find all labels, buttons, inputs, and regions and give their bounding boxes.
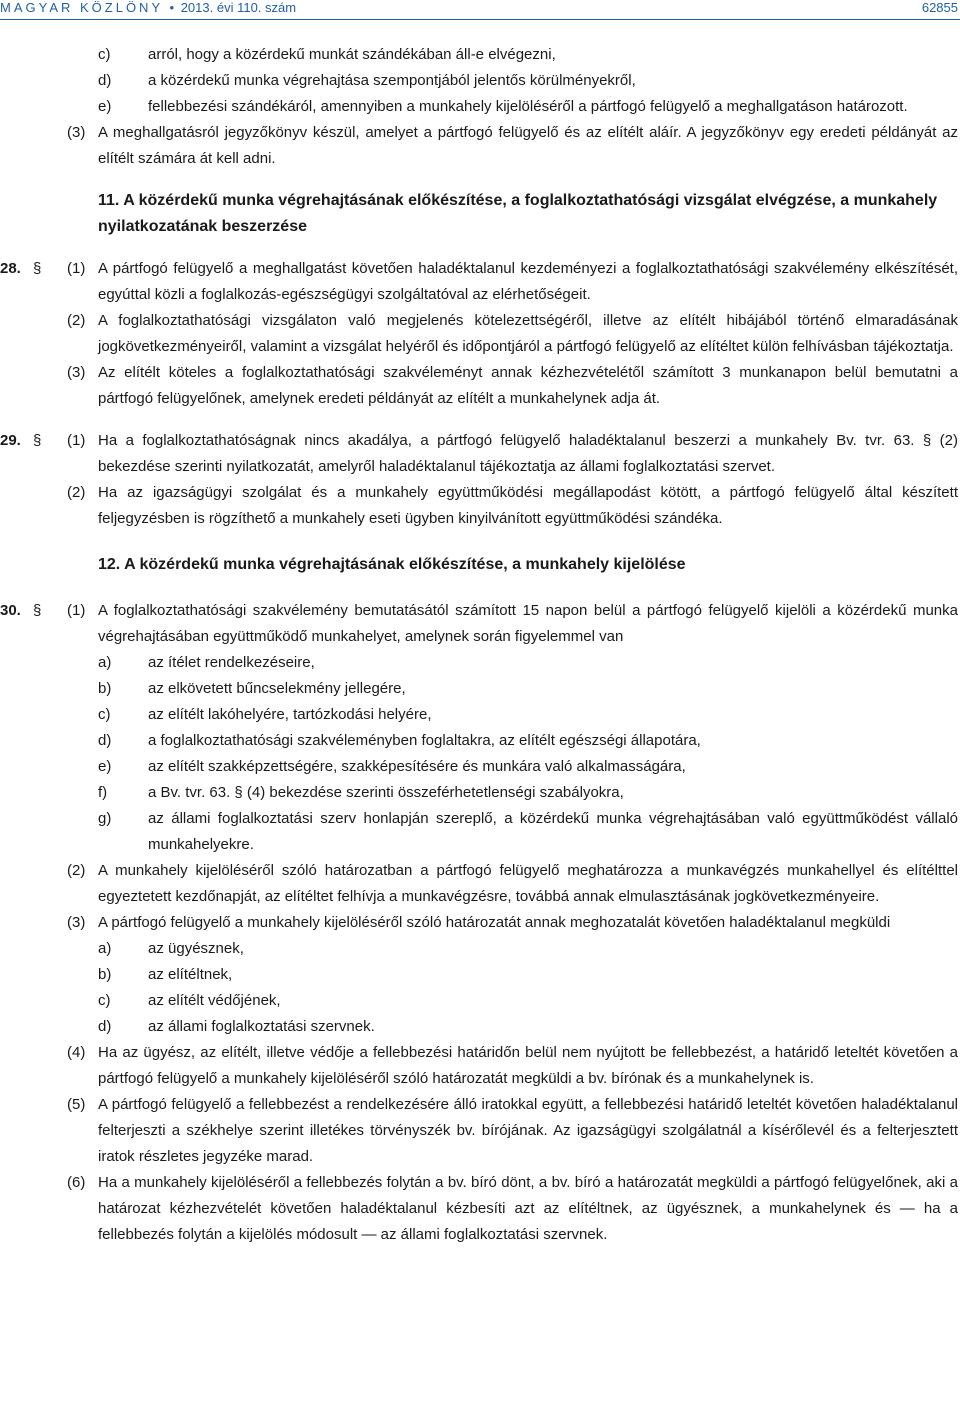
- list-item: [0, 780, 960, 806]
- item-text: a Bv. tvr. 63. § (4) bekezdése szerinti összeférhetetlenségi szabályokra,: [148, 784, 624, 801]
- paragraph-label: (6): [67, 1174, 86, 1191]
- item-label: d): [98, 732, 112, 749]
- paragraph-label: (2): [67, 862, 86, 879]
- item-text: az elítéltnek,: [148, 966, 233, 983]
- list-item: [0, 94, 960, 120]
- list-item: [0, 42, 960, 68]
- section-30-para-4: [0, 1040, 960, 1092]
- paragraph-label: (1): [67, 432, 86, 449]
- paragraph-text: Ha az igazságügyi szolgálat és a munkahely együttműködési megállapodást kötött, a pártfogó felügyelő által készített feljegyzésben is rögzíthető a munkahely eseti ügyben kinyilvánított együttműködési szándéka.: [98, 484, 958, 527]
- section-heading-12: 12. A közérdekű munka végrehajtásának előkészítése, a munkahely kijelölése: [98, 556, 686, 573]
- paragraph-text: Ha az ügyész, az elítélt, illetve védője a fellebbezési határidőn belül nem nyújtott be fellebbezést, a határidő leteltét követően a pártfogó felügyelő a munkahely kijelöléséről szóló határozatát megküldi a bv. bírónak és a munkahelynek is.: [98, 1044, 958, 1087]
- item-label: b): [98, 680, 112, 697]
- item-text: az elítélt lakóhelyére, tartózkodási helyére,: [148, 706, 432, 723]
- item-text: fellebbezési szándékáról, amennyiben a munkahely kijelöléséről a pártfogó felügyelő a meghallgatáson határozott.: [148, 98, 908, 115]
- paragraph-text: A pártfogó felügyelő a fellebbezést a rendelkezésére álló iratokkal együtt, a fellebbezési határidő leteltét követően haladéktalanul felterjeszti a székhelye szerint illetékes törvényszék bv. bírójának. Az igazságügyi szolgálatnál a kísérőlevél és a felterjesztett iratok részletes jegyzéke marad.: [98, 1096, 958, 1165]
- paragraph-text: Ha a munkahely kijelöléséről a fellebbezés folytán a bv. bíró dönt, a bv. bíró a határozatát megküldi a pártfogó felügyelőnek, aki a határozat kézhezvételét követően haladéktalanul kézbesíti azt az elítéltnek, az ügyésznek, a munkahelynek és — ha a fellebbezés folytán a kijelölés módosult — az állami foglalkoztatási szervnek.: [98, 1174, 958, 1243]
- section-30-para-5: [0, 1092, 960, 1170]
- journal-name: MAGYAR KÖZLÖNY: [0, 0, 163, 15]
- item-text: az ügyésznek,: [148, 940, 244, 957]
- item-text: az elítélt szakképzettségére, szakképesítésére és munkára való alkalmasságára,: [148, 758, 686, 775]
- journal-title: [0, 0, 296, 16]
- section-number: 28.: [0, 260, 21, 277]
- item-label: e): [98, 98, 112, 115]
- section-sign: §: [33, 260, 42, 277]
- list-item: [0, 68, 960, 94]
- paragraph-text: A meghallgatásról jegyzőkönyv készül, amelyet a pártfogó felügyelő és az elítélt aláír. A jegyzőkönyv egy eredeti példányát az elítélt számára át kell adni.: [98, 124, 958, 167]
- section-sign: §: [33, 432, 42, 449]
- item-text: az elítélt védőjének,: [148, 992, 281, 1009]
- section-28-para-2: [0, 308, 960, 360]
- section-29-para-1: [0, 428, 960, 480]
- section-number: 30.: [0, 602, 21, 619]
- list-item: [0, 754, 960, 780]
- list-item: [0, 650, 960, 676]
- item-label: e): [98, 758, 112, 775]
- paragraph-label: (2): [67, 484, 86, 501]
- page-header: [0, 0, 960, 22]
- section-30-para-6: [0, 1170, 960, 1248]
- item-text: az állami foglalkoztatási szervnek.: [148, 1018, 375, 1035]
- item-label: g): [98, 810, 112, 827]
- item-label: c): [98, 706, 111, 723]
- paragraph-label: (3): [67, 124, 86, 141]
- section-28-para-1: [0, 256, 960, 308]
- paragraph-text: A pártfogó felügyelő a munkahely kijelöléséről szóló határozatát annak meghozatalát követően haladéktalanul megküldi: [98, 914, 891, 931]
- list-item: [0, 962, 960, 988]
- section-number: 29.: [0, 432, 21, 449]
- document-body: [0, 42, 960, 1248]
- item-text: az ítélet rendelkezéseire,: [148, 654, 315, 671]
- paragraph-text: A munkahely kijelöléséről szóló határozatban a pártfogó felügyelő meghatározza a munkavégzés munkahellyel és elítélttel egyeztetett kezdőnapját, az elítéltet felhívja a munkavégzésre, továbbá annak elmulasztásának jogkövetkezményeire.: [98, 862, 958, 905]
- paragraph-text: Ha a foglalkoztathatóságnak nincs akadálya, a pártfogó felügyelő haladéktalanul beszerzi a munkahely Bv. tvr. 63. § (2) bekezdése szerinti nyilatkozatát, amelyről haladéktalanul tájékoztatja az állami foglalkoztatási szervet.: [98, 432, 958, 475]
- issue-number: 2013. évi 110. szám: [180, 0, 297, 15]
- paragraph-label: (1): [67, 602, 86, 619]
- paragraph-label: (5): [67, 1096, 86, 1113]
- list-item: [0, 988, 960, 1014]
- list-item: [0, 1014, 960, 1040]
- section-30-para-2: [0, 858, 960, 910]
- item-text: arról, hogy a közérdekű munkát szándékában áll-e elvégezni,: [148, 46, 556, 63]
- item-label: a): [98, 654, 112, 671]
- list-item: [0, 702, 960, 728]
- section-30-para-3: [0, 910, 960, 936]
- list-item: [0, 936, 960, 962]
- section-30-para-1: [0, 598, 960, 650]
- section-29-para-2: [0, 480, 960, 532]
- item-label: f): [98, 784, 108, 801]
- item-text: az állami foglalkoztatási szerv honlapján szereplő, a közérdekű munka végrehajtásában való együttműködést vállaló munkahelyekre.: [148, 810, 958, 853]
- paragraph-label: (3): [67, 914, 86, 931]
- header-bullet: •: [169, 0, 175, 15]
- item-label: d): [98, 72, 112, 89]
- paragraph-text: Az elítélt köteles a foglalkoztathatósági szakvéleményt annak kézhezvételétől számított 3 munkanapon belül bemutatni a pártfogó felügyelőnek, amelynek eredeti példányát az elítélt a munkahelynek adja át.: [98, 364, 958, 407]
- item-text: az elkövetett bűncselekmény jellegére,: [148, 680, 406, 697]
- header-rule: [0, 19, 960, 20]
- section-28-para-3: [0, 360, 960, 412]
- list-item: [0, 806, 960, 858]
- item-label: c): [98, 992, 111, 1009]
- paragraph-label: (1): [67, 260, 86, 277]
- paragraph: [0, 120, 960, 172]
- paragraph-label: (2): [67, 312, 86, 329]
- item-label: c): [98, 46, 111, 63]
- item-label: d): [98, 1018, 112, 1035]
- paragraph-text: A pártfogó felügyelő a meghallgatást követően haladéktalanul kezdeményezi a foglalkoztathatósági szakvélemény elkészítését, egyúttal közli a foglalkozás-egészségügyi szolgáltatóval az elérhetőségeit.: [98, 260, 958, 303]
- paragraph-label: (4): [67, 1044, 86, 1061]
- section-heading-11: 11. A közérdekű munka végrehajtásának előkészítése, a foglalkoztathatósági vizsgálat elvégzése, a munkahely nyilatkozatának beszerzése: [98, 192, 938, 235]
- paragraph-text: A foglalkoztathatósági szakvélemény bemutatásától számított 15 napon belül a pártfogó felügyelő kijelöli a közérdekű munka végrehajtásában együttműködő munkahelyet, amelynek során figyelemmel van: [98, 602, 958, 645]
- paragraph-label: (3): [67, 364, 86, 381]
- page-number: 62855: [921, 0, 958, 15]
- item-label: b): [98, 966, 112, 983]
- list-item: [0, 728, 960, 754]
- item-text: a közérdekű munka végrehajtása szempontjából jelentős körülményekről,: [148, 72, 636, 89]
- list-item: [0, 676, 960, 702]
- item-label: a): [98, 940, 112, 957]
- item-text: a foglalkoztathatósági szakvéleményben foglaltakra, az elítélt egészségi állapotára,: [148, 732, 701, 749]
- section-sign: §: [33, 602, 42, 619]
- paragraph-text: A foglalkoztathatósági vizsgálaton való megjelenés kötelezettségéről, illetve az elítélt hibájából történő elmaradásának jogkövetkezményeiről, valamint a vizsgálat helyéről és időpontjáról a pártfogó felügyelő az elítéltet külön felhívásban tájékoztatja.: [98, 312, 958, 355]
